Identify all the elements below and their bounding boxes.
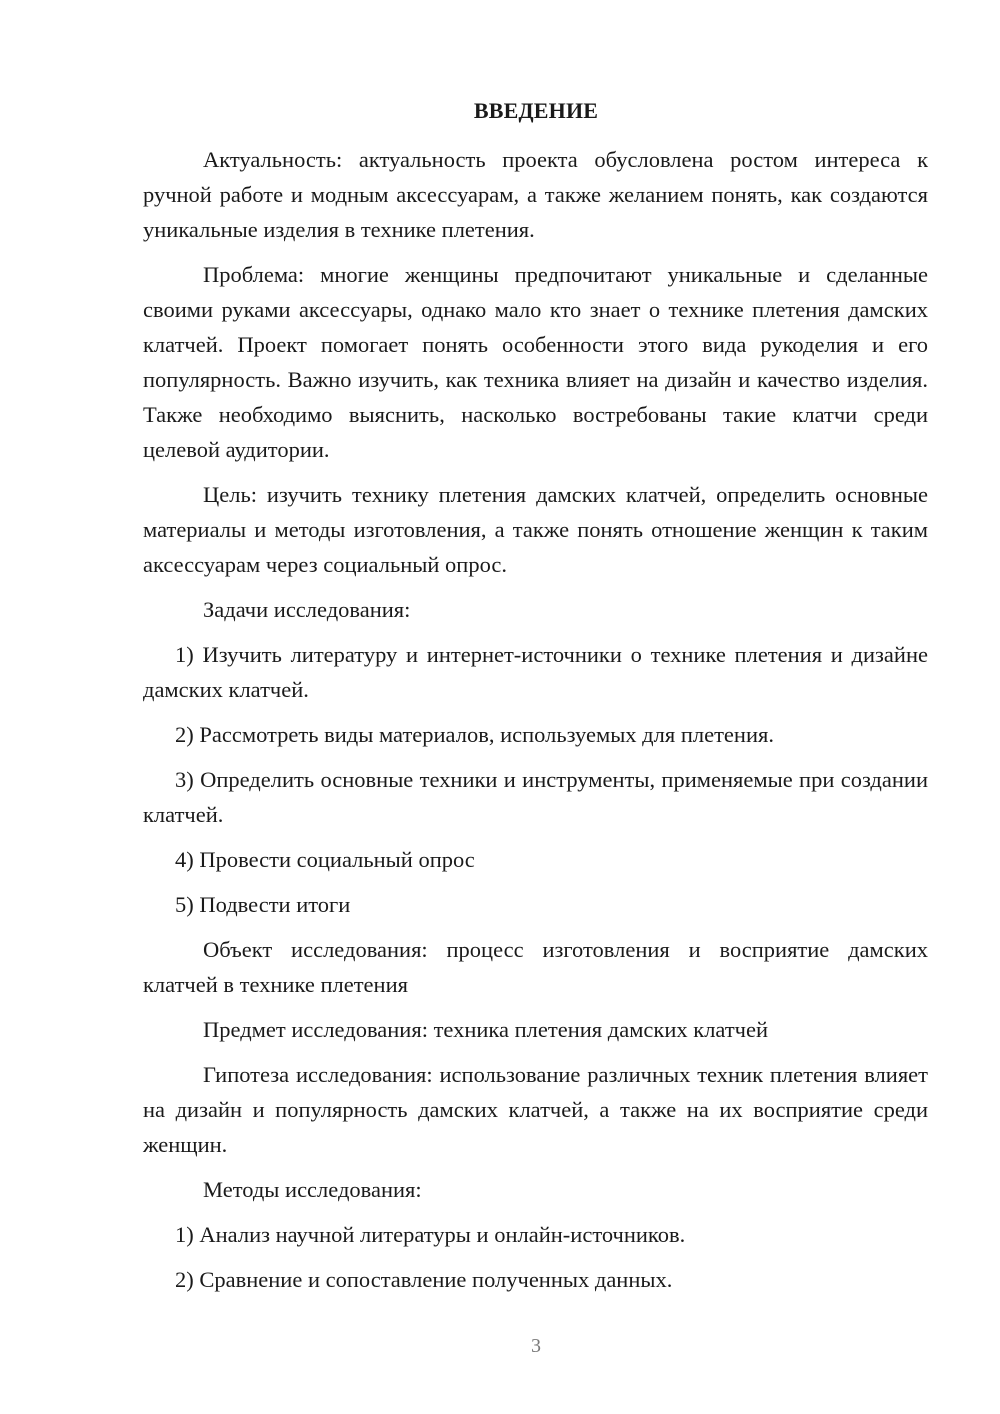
paragraph-problem: Проблема: многие женщины предпочитают уникальные и сделанные своими руками аксессуары, однако мало кто знает о технике плетения дамских клатчей. Проект помогает понять особенности этого вида рукоделия и его популярность. Важно изучить, как техника влияет на дизайн и качество изделия. Также необходимо выяснить, насколько востребованы такие клатчи среди целевой аудитории. bbox=[143, 262, 928, 462]
paragraph-goal: Цель: изучить технику плетения дамских клатчей, определить основные материалы и методы изготовления, а также понять отношение женщин к таким аксессуарам через социальный опрос. bbox=[143, 482, 928, 577]
task-item-1: 1) Изучить литературу и интернет-источники о технике плетения и дизайне дамских клатчей. bbox=[143, 642, 928, 702]
method-item-1: 1) Анализ научной литературы и онлайн-источников. bbox=[175, 1222, 686, 1247]
paragraph-subject: Предмет исследования: техника плетения дамских клатчей bbox=[203, 1017, 769, 1042]
task-item-4: 4) Провести социальный опрос bbox=[175, 847, 475, 872]
tasks-heading: Задачи исследования: bbox=[203, 597, 411, 622]
task-item-5: 5) Подвести итоги bbox=[175, 892, 351, 917]
section-heading: ВВЕДЕНИЕ bbox=[473, 98, 599, 123]
page-number: 3 bbox=[531, 1335, 541, 1357]
paragraph-relevance: Актуальность: актуальность проекта обусловлена ростом интереса к ручной работе и модным аксессуарам, а также желанием понять, как создаются уникальные изделия в технике плетения. bbox=[143, 147, 928, 242]
task-item-2: 2) Рассмотреть виды материалов, используемых для плетения. bbox=[175, 722, 774, 747]
paragraph-hypothesis: Гипотеза исследования: использование различных техник плетения влияет на дизайн и популярность дамских клатчей, а также на их восприятие среди женщин. bbox=[143, 1062, 928, 1157]
task-item-3: 3) Определить основные техники и инструменты, применяемые при создании клатчей. bbox=[143, 767, 928, 827]
document-body bbox=[143, 142, 928, 1307]
method-item-2: 2) Сравнение и сопоставление полученных данных. bbox=[175, 1267, 673, 1292]
paragraph-object: Объект исследования: процесс изготовления и восприятие дамских клатчей в технике плетения bbox=[143, 937, 928, 997]
methods-heading: Методы исследования: bbox=[203, 1177, 422, 1202]
